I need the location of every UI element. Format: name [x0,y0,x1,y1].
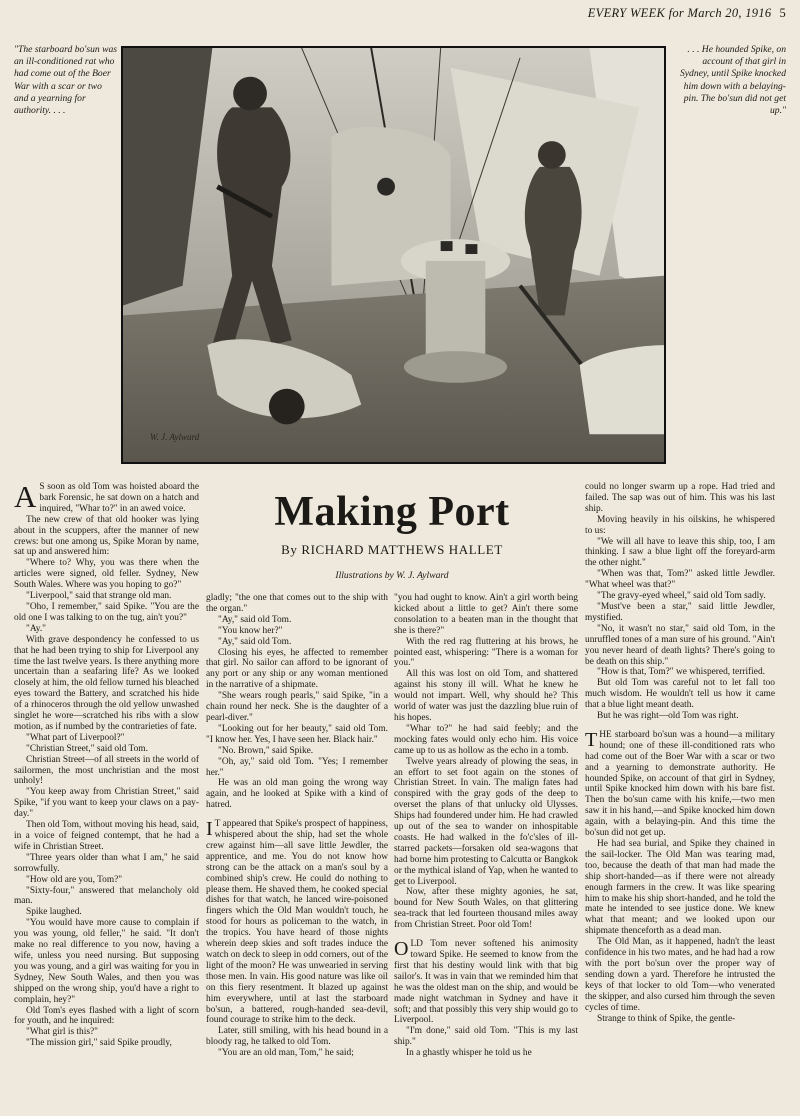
paragraph: "We will all have to leave this ship, too, I am thinking. I saw a blue light off the foreyard-arm the other night." [585,536,775,569]
paragraph: "The gravy-eyed wheel," said old Tom sadly. [597,591,766,602]
drop-cap: A [14,479,37,514]
paragraph: All this was lost on old Tom, and shattered against his stony ill will. What he knew he would not impart. Well, why should he? This world of water was just the dazzling blue ruin of his hopes. [394,669,578,723]
drop-cap: I [206,818,213,841]
paragraph: Old Tom's eyes flashed with a light of scorn for youth, and he inquired: [14,1005,199,1027]
paragraph: "Sixty-four," answered that melancholy old man. [14,885,199,907]
paragraph: could no longer swarm up a rope. Had tried and failed. The sap was out of him. This was his last ship. [585,482,775,514]
paragraph: "Ay." [26,623,46,634]
paragraph: "What part of Liverpool?" [26,732,125,743]
byline: By RICHARD MATTHEWS HALLET [281,542,503,557]
paragraph: "When was that, Tom?" asked little Jewdler. "What wheel was that?" [585,569,775,591]
section-opening: I T appeared that Spike's prospect of happiness, whispered about the ship, had set the whole crew against him—all save little Jewdler, the apprentice, and me. You do not know how strong can be the attack on a man's soul by a combined ship's crew. He could do nothing to please them. He shaved them, he cooked special dishes for that watch, he lanced wire-poisoned fingers which the Old Man wouldn't touch, he stood for hours as policeman to the watch, in the tropics. You have heard of those nights wherein deep skies and soft trades induce the watch on deck to sleep in odd corners, out of the light of the moon? He was unwearied in serving those men. In vain. His good nature was like oil on this fiery resentment. It blazed up against him everywhere, until at last the starboard bo'sun, a battered, rough-handed sea-devil, found courage to strike him to the deck. [206,818,388,1026]
article-column-2 [206,593,388,1059]
paragraph: "How old are you, Tom?" [26,874,123,885]
drop-cap: O [394,938,409,961]
paragraph: "You know her?" [218,625,283,636]
paragraph: "you had ought to know. Ain't a girl worth being kicked about a little to get? Ain't there some consolation to a beaten man in the thought that she is there?" [394,593,578,636]
paragraph: "Where to? Why, you was there when the articles were signed, old feller. Sydney, New South Wales. Where was you hoping to go?" [14,558,199,591]
paragraph: Moving heavily in his oilskins, he whispered to us: [585,514,775,536]
running-title: EVERY WEEK for March 20, 1916 [587,6,772,20]
illustration-signature: W. J. Aylward [150,432,200,442]
section-opening: OLD Tom never softened his animosity toward Spike. He seemed to know from the first that his destiny would link with that big sailor's. It was in vain that we reminded him that he was the oldest man on the ship, and would be made night watchman in Sydney and have it soft; and that possibly this very ship would go to Liverpool. [394,938,578,1026]
paragraph: "The mission girl," said Spike proudly, [26,1038,172,1049]
paragraph: Now, after these mighty agonies, he sat, bound for New South Wales, on that glittering sea-track that led fourteen thousand miles away from Christian Street. Poor old Tom! [394,887,578,931]
paragraph: "Christian Street," said old Tom. [26,743,148,754]
paragraph: He was an old man going the wrong way again, and he looked at Spike with a kind of hatred. [206,778,388,811]
paragraph: The Old Man, as it happened, hadn't the least confidence in his two mates, and he had had a row with the port bo'sun over the proper way of sending down a yard. Therefore he intrusted the keys of that locker to old Tom—who venerated the skipper, and also cursed him through the seven cycles of time. [585,937,775,1013]
paragraph: He had sea burial, and Spike they chained in the sail-locker. The Old Man was tearing mad, too, because the death of that man had made the ship short-handed—as if there were not already enough farmers in the crew. It was like spearing him to make his ship short-handed, and he told the mate he intended to see justice done. We knew what that meant; and we looked upon our shipmate thenceforth as a dead man. [585,839,775,937]
article-title: Making Port [274,489,510,535]
paragraph: "You are an old man, Tom," he said; [218,1048,354,1059]
ship-deck-illustration [121,46,666,464]
paragraph: "No, it wasn't no star," said old Tom, in the unruffled tones of a man sure of his ground. "Ain't you never heard of death lights? There's going to be death on this ship." [585,623,775,667]
opening-paragraph: A S soon as old Tom was hoisted aboard the bark Forensic, he sat down on a hatch and inquired, "Whar to?" in an awed voice. [14,479,199,514]
paragraph: "You keep away from Christian Street," said Spike, "if you want to keep your claws on a pay-day." [14,787,199,820]
paragraph: But he was right—old Tom was right. [597,711,739,722]
paragraph: "Looking out for her beauty," said old Tom. "I know her. Yes, I have seen her. Black hair." [206,723,388,745]
paragraph: "Must've been a star," said little Jewdler, mystified. [585,601,775,623]
paragraph: With the red rag fluttering at his brows, he pointed east, whispering: "There is a woman for you." [394,636,578,669]
paragraph: Then old Tom, without moving his head, said, in a voice of feigned contempt, that he had a wife in Christian Street. [14,820,199,852]
paragraph: Strange to think of Spike, the gentle- [597,1013,736,1024]
article-heading [206,482,578,581]
article-column-4 [585,482,775,1024]
caption-left: "The starboard bo'sun was an ill-conditioned rat who had come out of the Boer War with a scar or two and a yearning for authority. . . . [14,44,118,117]
paragraph: But old Tom was careful not to let fall too much wisdom. He wouldn't tell us how it came that a blue light meant death. [585,678,775,711]
paragraph: "Oh, ay," said old Tom. "Yes; I remember her." [206,756,388,778]
article-column-1 [14,479,199,1049]
paragraph: "What girl is this?" [26,1027,98,1038]
paragraph: "Three years older than what I am," he said sorrowfully. [14,852,199,874]
paragraph: "I'm done," said old Tom. "This is my last ship." [394,1026,578,1048]
caption-right: . . . He hounded Spike, on account of that girl in Sydney, until Spike knocked him down with a belaying-pin. The bo'sun did not get up." [679,44,786,117]
paragraph: gladly; "the one that comes out to the ship with the organ." [206,593,388,614]
paragraph: "Oho, I remember," said Spike. "You are the old one I was talking to on the tug, ain't you?" [14,601,199,623]
paragraph: Spike laughed. [26,907,82,918]
paragraph: "How is that, Tom?" we whispered, terrified. [597,667,765,678]
page-number: 5 [779,6,786,20]
paragraph: "Whar to?" he had said feebly; and the mocking fates would only echo him. His voice came up to us as hollow as the echo in a tomb. [394,723,578,756]
paragraph: The new crew of that old hooker was lying about in the scuppers, after the manner of new crews: but one among us, Spike Moran by name, sat up and answered him: [14,514,199,558]
paragraph: "No. Brown," said Spike. [218,745,314,756]
paragraph: "Liverpool," said that strange old man. [26,591,172,602]
paragraph: "She wears rough pearls," said Spike, "in a chain round her neck. She is the daughter of a pearl-diver." [206,691,388,723]
paragraph: Closing his eyes, he affected to remember that girl. No sailor can afford to be ignorant of any port or any ship or any woman mentioned in the narrative of a shipmate. [206,647,388,691]
paragraph: In a ghastly whisper he told us he [406,1048,532,1059]
paragraph: With grave despondency he confessed to us that he had been trying to ship for Liverpool any time the last twelve years. Is there anything more uncertain than a seafaring life? As we looked closely at him, the old fellow turned his bleached eyes toward the Battery, and scratched his hide of a rhinoceros through the old yellow unwashed singlet he wore—scratched his ribs with a slow motion, as if numbed by the contrarieties of fate. [14,634,199,732]
paragraph: Christian Street—of all streets in the world of sailormen, the most unchristian and the most unholy! [14,754,199,787]
paragraph: "Ay," said old Tom. [218,636,292,647]
section-opening: THE starboard bo'sun was a hound—a military hound; one of these ill-conditioned rats who had come out of the Boer War with a scar or two and a yearning to demonstrate authority. He hounded Spike, on account of that girl in Sydney, until Spike knocked him down with his bare fist. Then the bo'sun came with his knife,—two men saw it in his hand,—and Spike knocked him down again, with a belaying-pin. And this time the bo'sun did not get up. [585,728,775,839]
paragraph: "You would have more cause to complain if you was young, old feller," he said. "It don't make no real difference to you now, having a wife, unless you need nursing. But supposing you was young, and a girl was waiting for you in Sydney, New South Wales, and then you was shipped on the wrong ship, you'd have a right to complain, hey?" [14,918,199,1005]
paragraph: "Ay," said old Tom. [218,614,292,625]
paragraph: Twelve years already of plowing the seas, in an effort to set foot again on the stones of Christian Street. In vain. The malign fates had conspired with the gray gods of the deep to overset the plans of that unlucky old Ulysses. Ships had foundered under him. He had crawled up out of the sea to wander on inhospitable coasts. He had walked in the fo'c'sles of ill-starred packets—forsaken old sea-wagons that had borne him protesting to Calcutta or Bangkok or the mythical island of Yap, when he wanted to get to Liverpool. [394,756,578,887]
drop-cap: T [585,728,598,751]
article-column-3 [394,593,578,1059]
running-header [588,6,786,21]
paragraph: Later, still smiling, with his head bound in a bloody rag, he talked to old Tom. [206,1026,388,1048]
author-name: RICHARD MATTHEWS HALLET [301,542,503,557]
illustrations-credit: Illustrations by W. J. Aylward [335,570,449,581]
